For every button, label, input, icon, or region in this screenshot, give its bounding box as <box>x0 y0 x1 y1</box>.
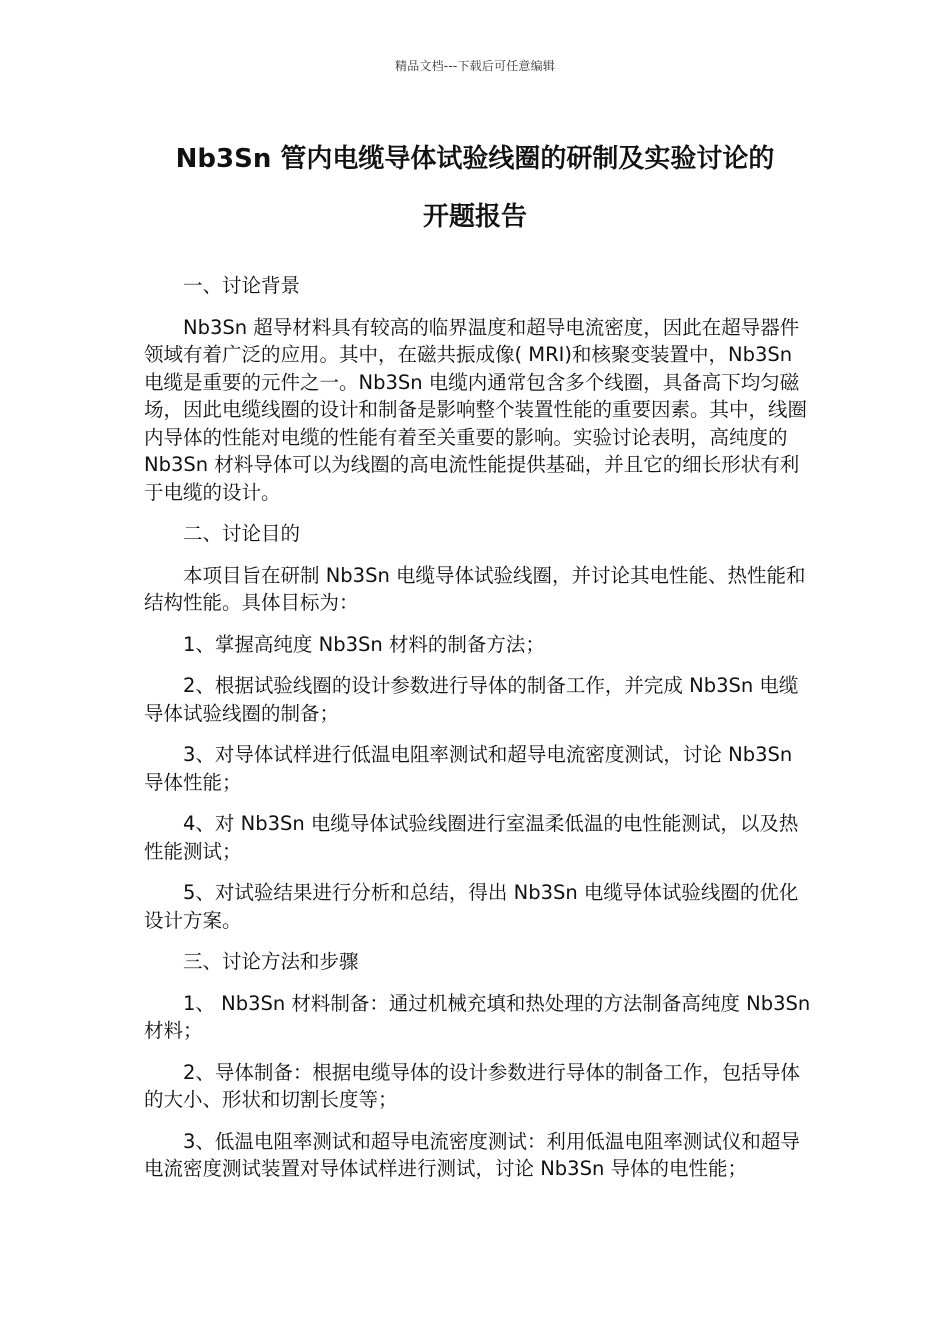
list-item-method-2: 2、导体制备：根据电缆导体的设计参数进行导体的制备工作，包括导体的大小、形状和切割长度等； <box>144 1060 800 1111</box>
list-item-purpose-3: 3、对导体试样进行低温电阻率测试和超导电流密度测试，讨论 Nb3Sn 导体性能； <box>144 743 793 794</box>
document-title-line-1: Nb3Sn 管内电缆导体试验线圈的研制及实验讨论的 <box>175 144 775 174</box>
section-heading-background: 一、讨论背景 <box>183 274 301 297</box>
document-title-line-2: 开题报告 <box>422 202 527 232</box>
list-item-method-3: 3、低温电阻率测试和超导电流密度测试：利用低温电阻率测试仪和超导电流密度测试装置对导体试样进行测试，讨论 Nb3Sn 导体的电性能； <box>144 1129 800 1180</box>
page-header: 精品文档---下载后可任意编辑 <box>395 59 555 73</box>
list-item-purpose-1: 1、掌握高纯度 Nb3Sn 材料的制备方法； <box>183 632 545 656</box>
paragraph-purpose-intro: 本项目旨在研制 Nb3Sn 电缆导体试验线圈，并讨论其电性能、热性能和结构性能。具体目标为： <box>144 563 806 614</box>
document-body <box>144 272 814 1197</box>
list-item-purpose-2: 2、根据试验线圈的设计参数进行导体的制备工作，并完成 Nb3Sn 电缆导体试验线圈的制备； <box>144 674 799 725</box>
section-heading-methods: 三、讨论方法和步骤 <box>183 950 359 973</box>
list-item-purpose-4: 4、对 Nb3Sn 电缆导体试验线圈进行室温柔低温的电性能测试，以及热性能测试； <box>144 812 799 863</box>
paragraph-background: Nb3Sn 超导材料具有较高的临界温度和超导电流密度，因此在超导器件领域有着广泛的应用。其中，在磁共振成像( MRI)和核聚变装置中，Nb3Sn 电缆是重要的元件之一。Nb3Sn 电缆内通常包含多个线圈，具备高下均匀磁场，因此电缆线圈的设计和制备是影响整个装置性能的重要因素。其中，线圈内导体的性能对电缆的性能有着至关重要的影响。实验讨论表明，高纯度的 Nb3Sn 材料导体可以为线圈的高电流性能提供基础，并且它的细长形状有利于电缆的设计。 <box>144 315 808 504</box>
list-item-purpose-5: 5、对试验结果进行分析和总结，得出 Nb3Sn 电缆导体试验线圈的优化设计方案。 <box>144 881 799 932</box>
section-heading-purpose: 二、讨论目的 <box>183 522 301 545</box>
list-item-method-1: 1、 Nb3Sn 材料制备：通过机械充填和热处理的方法制备高纯度 Nb3Sn 材料； <box>144 991 811 1042</box>
